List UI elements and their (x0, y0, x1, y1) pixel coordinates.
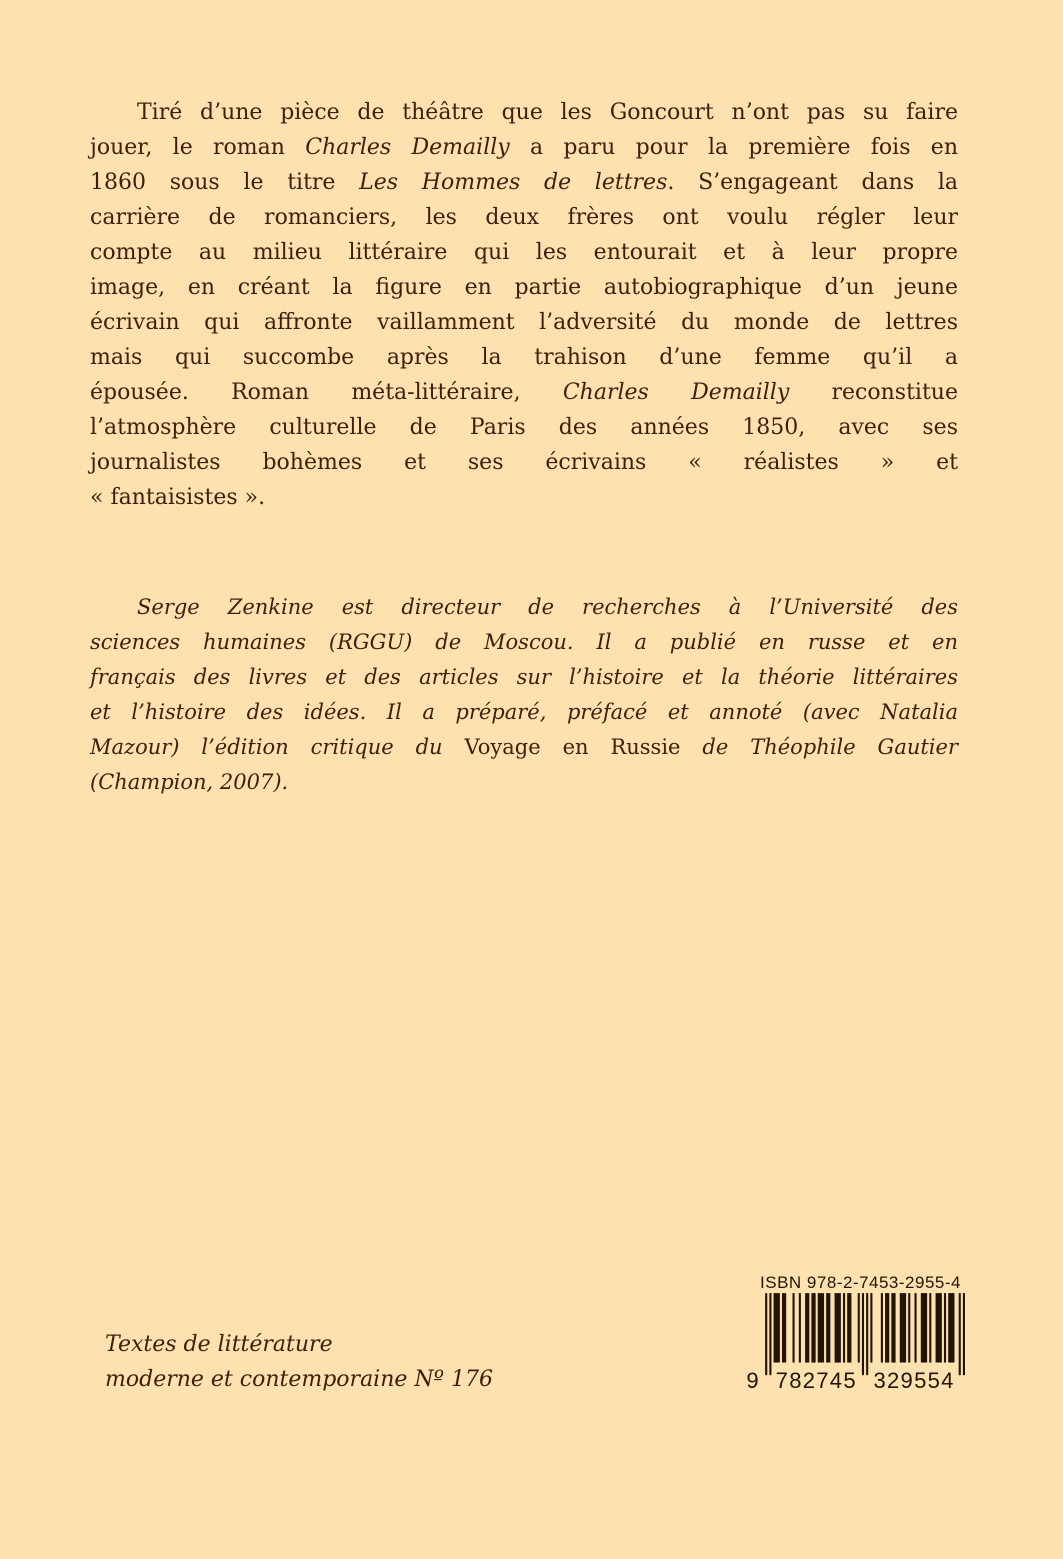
text-line (90, 765, 958, 800)
barcode-bar (811, 1293, 815, 1362)
text-segment: Tiré d’une pièce de théâtre que les Goncourt n’ont pas su faire (137, 100, 958, 125)
text-segment: journalistes bohèmes et ses écrivains « réalistes » et (90, 450, 958, 475)
synopsis-paragraph (90, 95, 958, 515)
italic-text-segment: Mazour) l’édition critique du (90, 735, 465, 759)
barcode-bar (835, 1293, 841, 1362)
text-line (90, 165, 958, 200)
text-line (90, 660, 958, 695)
italic-text-segment: de Théophile Gautier (680, 735, 958, 759)
text-line (90, 695, 958, 730)
text-segment: « fantaisistes ». (90, 485, 266, 510)
text-line (90, 200, 958, 235)
text-segment: a paru pour la première fois en (509, 135, 958, 160)
series-title (105, 1327, 493, 1397)
text-segment: écrivain qui affronte vaillamment l’adversité du monde de lettres (90, 310, 958, 335)
barcode-guard-bar (765, 1293, 767, 1375)
barcode-bar (870, 1293, 872, 1362)
italic-text-segment: Charles Demailly (562, 380, 790, 405)
text-line (90, 590, 958, 625)
text-segment: épousée. Roman méta-littéraire, (90, 380, 563, 405)
italic-text-segment: (Champion, 2007). (90, 770, 289, 794)
italic-text-segment: Les Hommes de lettres (359, 170, 668, 195)
text-line (90, 340, 958, 375)
italic-text-segment: français des livres et des articles sur l’histoire et la théorie littéraires (90, 665, 958, 689)
text-line (90, 445, 958, 480)
barcode-bar (826, 1293, 830, 1362)
barcode-guard-bar (866, 1293, 868, 1375)
barcode-bar (818, 1293, 824, 1362)
barcode-bar (799, 1293, 801, 1362)
series-title-line2: moderne et contemporaine Nº 176 (105, 1367, 493, 1392)
text-line (90, 625, 958, 660)
text-segment: l’atmosphère culturelle de Paris des années 1850, avec ses (90, 415, 958, 440)
barcode-guard-bar (769, 1293, 771, 1375)
barcode-bar (782, 1293, 786, 1362)
barcode-bar (805, 1293, 809, 1362)
barcode-bar (843, 1293, 845, 1362)
text-line (90, 270, 958, 305)
author-bio-paragraph (90, 590, 958, 800)
text-line (90, 730, 958, 765)
barcode-guard-bar (959, 1293, 961, 1375)
ean-barcode (742, 1293, 965, 1390)
barcode-bar (936, 1293, 942, 1362)
barcode-digits: 329554 (873, 1367, 954, 1390)
barcode-bar (929, 1293, 931, 1362)
barcode-bar (885, 1293, 889, 1362)
series-title-line1: Textes de littérature (105, 1332, 333, 1357)
text-line (90, 410, 958, 445)
text-line (90, 305, 958, 340)
text-line (90, 130, 958, 165)
text-segment: carrière de romanciers, les deux frères ont voulu régler leur (90, 205, 958, 230)
text-segment: jouer, le roman (90, 135, 306, 160)
italic-text-segment: Serge Zenkine est directeur de recherches à l’Université des (137, 595, 958, 619)
barcode-bar (792, 1293, 794, 1362)
barcode-bar (881, 1293, 883, 1362)
text-line (90, 480, 958, 515)
text-segment: . S’engageant dans la (667, 170, 959, 195)
barcode-bar (944, 1293, 946, 1362)
isbn-block (742, 1274, 965, 1390)
barcode-digits: 9 (746, 1367, 759, 1390)
barcode-bar (948, 1293, 954, 1362)
italic-text-segment: Charles Demailly (305, 135, 510, 160)
text-segment: mais qui succombe après la trahison d’une femme qu’il a (90, 345, 958, 370)
italic-text-segment: et l’histoire des idées. Il a préparé, préfacé et annoté (avec Natalia (90, 700, 958, 724)
text-segment: 1860 sous le titre (90, 170, 360, 195)
isbn-label: ISBN 978-2-7453-2955-4 (760, 1273, 961, 1292)
barcode-bar (900, 1293, 906, 1362)
barcode-digits: 782745 (775, 1367, 856, 1390)
barcode-bar (921, 1293, 927, 1362)
barcode-bar (908, 1293, 910, 1362)
barcode-guard-bar (862, 1293, 864, 1375)
text-line (90, 95, 958, 130)
text-segment: image, en créant la figure en partie autobiographique d’un jeune (90, 275, 958, 300)
barcode-bar (858, 1293, 860, 1362)
barcode-bar (915, 1293, 917, 1362)
text-line (90, 235, 958, 270)
barcode-bar (774, 1293, 780, 1362)
text-segment: compte au milieu littéraire qui les entourait et à leur propre (90, 240, 958, 265)
barcode-guard-bar (963, 1293, 965, 1375)
text-line (90, 375, 958, 410)
text-segment: Voyage en Russie (464, 735, 681, 759)
barcode-bar (847, 1293, 851, 1362)
italic-text-segment: sciences humaines (RGGU) de Moscou. Il a publié en russe et en (90, 630, 958, 654)
text-segment: reconstitue (789, 380, 958, 405)
barcode-bar (891, 1293, 895, 1362)
